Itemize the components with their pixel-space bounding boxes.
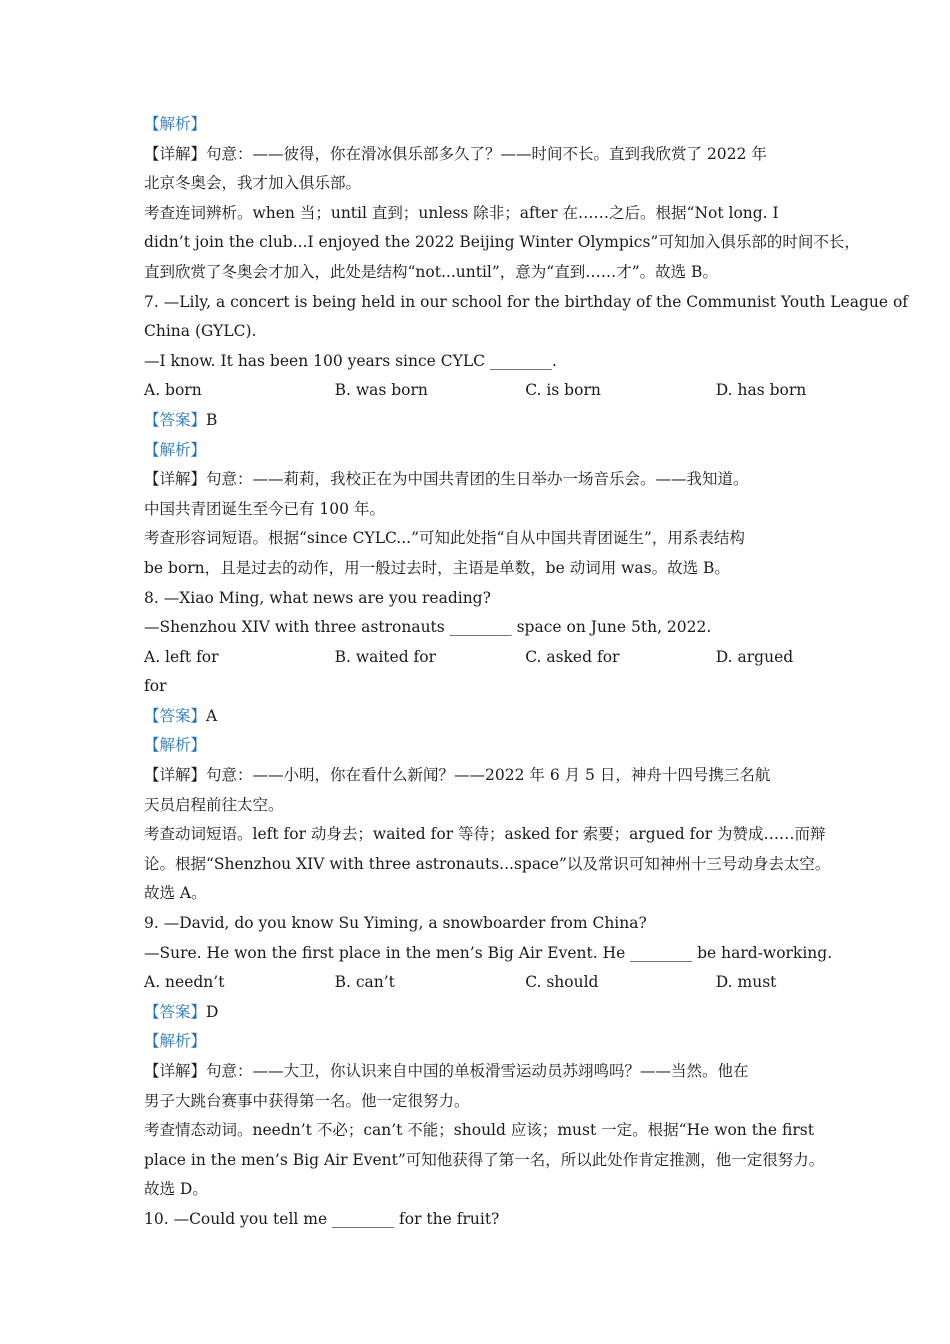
option-c: C. should: [525, 973, 599, 992]
detail-label: 【详解】: [144, 470, 207, 489]
detail-line: [144, 761, 814, 791]
option-a: A. needn’t: [144, 973, 225, 992]
explanation-line: 故选 A。: [144, 884, 207, 903]
question-stem: China (GYLC).: [144, 322, 257, 341]
option-a: A. born: [144, 381, 202, 400]
detail-line: 北京冬奥会，我才加入俱乐部。: [144, 174, 362, 193]
answer-line: [144, 998, 814, 1028]
explanation-line: 故选 D。: [144, 1180, 208, 1199]
detail-line: [144, 140, 814, 170]
detail-label: 【详解】: [144, 766, 207, 785]
options-row: [144, 376, 814, 406]
question-stem: 8. —Xiao Ming, what news are you reading?: [144, 588, 491, 607]
analysis-label: 【解析】: [144, 440, 207, 459]
analysis-label: 【解析】: [144, 1032, 207, 1051]
answer-value: D: [206, 1002, 219, 1021]
option-b: B. waited for: [334, 647, 437, 666]
document-content: [144, 110, 909, 1235]
option-wrap: for: [144, 677, 167, 696]
explanation-line: 考查连词辨析。when 当；until 直到；unless 除非；after 在……之后。根据“Not long. I: [144, 203, 779, 222]
answer-line: [144, 406, 814, 436]
answer-value: B: [206, 410, 218, 429]
option-d: D. argued: [715, 647, 794, 666]
analysis-label: 【解析】: [144, 115, 207, 133]
explanation-line: 考查动词短语。left for 动身去；waited for 等待；asked for 索要；argued for 为赞成……而辩: [144, 825, 826, 844]
options-row: [144, 643, 814, 673]
option-b: B. was born: [334, 381, 428, 400]
option-c: C. asked for: [525, 647, 620, 666]
analysis-label: 【解析】: [144, 736, 207, 755]
analysis-heading: [144, 436, 814, 466]
options-row: [144, 968, 814, 998]
detail-label: 【详解】: [144, 144, 207, 163]
detail-line: 男子大跳台赛事中获得第一名。他一定很努力。: [144, 1091, 470, 1110]
answer-value: A: [206, 706, 218, 725]
explanation-line: 考查情态动词。needn’t 不必；can’t 不能；should 应该；must 一定。根据“He won the first: [144, 1121, 814, 1140]
detail-text: 句意：——彼得，你在滑冰俱乐部多久了？——时间不长。直到我欣赏了 2022 年: [206, 144, 767, 163]
answer-label: 【答案】: [144, 706, 207, 725]
detail-text: 句意：——小明，你在看什么新闻？——2022 年 6 月 5 日，神舟十四号携三名航: [206, 766, 771, 785]
question-stem: 9. —David, do you know Su Yiming, a snowboarder from China?: [144, 914, 647, 933]
detail-label: 【详解】: [144, 1062, 207, 1080]
detail-line: 中国共青团诞生至今已有 100 年。: [144, 499, 385, 518]
option-d: D. must: [715, 973, 777, 992]
explanation-line: place in the men’s Big Air Event”可知他获得了第一名，所以此处作肯定推测，他一定很努力。: [144, 1150, 825, 1169]
explanation-line: 论。根据“Shenzhou XIV with three astronauts...space”以及常识可知神州十三号动身去太空。: [144, 854, 831, 873]
analysis-heading: [144, 731, 814, 761]
detail-text: 句意：——莉莉，我校正在为中国共青团的生日举办一场音乐会。——我知道。: [206, 470, 749, 489]
option-d: D. has born: [715, 381, 807, 400]
analysis-heading: [144, 1027, 814, 1057]
answer-label: 【答案】: [144, 1002, 207, 1021]
question-stem: —Shenzhou XIV with three astronauts ________ space on June 5th, 2022.: [144, 618, 712, 637]
question-stem: —Sure. He won the first place in the men’s Big Air Event. He ________ be hard-working.: [144, 943, 833, 962]
analysis-heading: [144, 110, 814, 140]
option-c: C. is born: [525, 381, 601, 400]
question-stem: 7. —Lily, a concert is being held in our school for the birthday of the Communist Youth League of: [144, 292, 909, 311]
option-a: A. left for: [144, 647, 219, 666]
detail-line: 天员启程前往太空。: [144, 795, 284, 814]
detail-line: [144, 465, 814, 495]
question-stem: —I know. It has been 100 years since CYLC ________.: [144, 351, 557, 370]
explanation-line: 直到欣赏了冬奥会才加入，此处是结构“not...until”，意为“直到……才”。故选 B。: [144, 262, 718, 281]
answer-label: 【答案】: [144, 410, 207, 429]
option-b: B. can’t: [334, 973, 395, 992]
explanation-line: didn’t join the club...I enjoyed the 2022 Beijing Winter Olympics”可知加入俱乐部的时间不长，: [144, 233, 860, 252]
question-stem: 10. —Could you tell me ________ for the fruit?: [144, 1209, 500, 1228]
detail-text: 句意：——大卫，你认识来自中国的单板滑雪运动员苏翊鸣吗？——当然。他在: [206, 1062, 749, 1080]
explanation-line: 考查形容词短语。根据“since CYLC...”可知此处指“自从中国共青团诞生”，用系表结构: [144, 529, 745, 548]
explanation-line: be born，且是过去的动作，用一般过去时，主语是单数，be 动词用 was。故选 B。: [144, 558, 730, 577]
answer-line: [144, 702, 814, 732]
detail-line: [144, 1057, 814, 1087]
